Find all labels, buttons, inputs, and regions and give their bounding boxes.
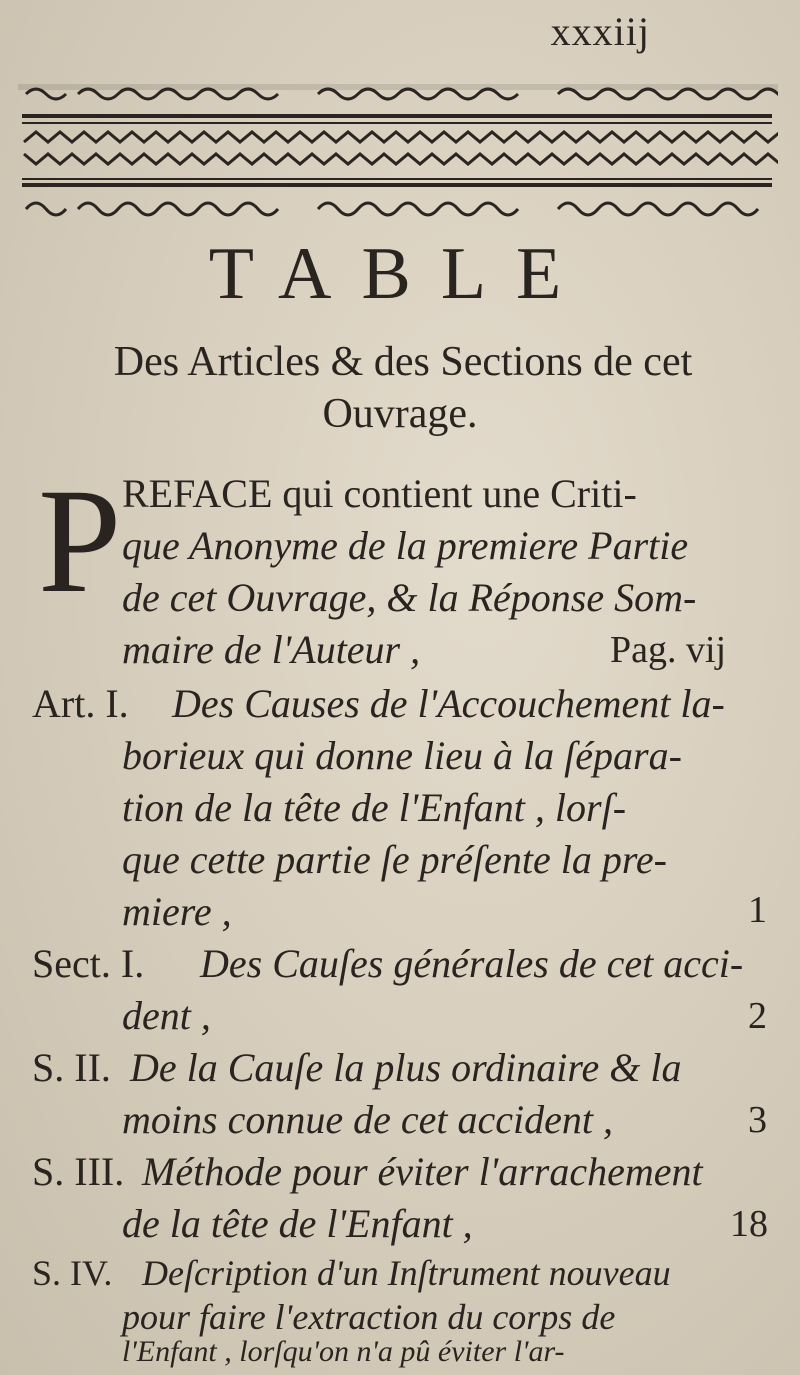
toc-entry-line: maire de l'Auteur , [122,627,421,672]
toc-entry-line: tion de la tête de l'Enfant , lorſ- [122,785,627,830]
toc-entry-line: pour faire l'extraction du corps de [122,1297,616,1337]
toc-page-number: Pag. vij [610,629,727,671]
subtitle-line-2: Ouvrage. [322,391,478,437]
toc-page-number: 3 [748,1099,767,1141]
toc-entry-line: de cet Ouvrage, & la Réponse Som- [122,575,697,620]
toc-entry-line: Deſcription d'un Inſtrument nouveau [142,1253,671,1293]
toc-entry-label: S. II. [32,1045,111,1090]
drop-cap-letter: P [38,458,122,624]
toc-entry-line: que Anonyme de la premiere Partie [122,523,689,568]
toc-entry-line: REFACE qui contient une Criti- [122,471,637,516]
toc-entry-label: Sect. I. [32,941,145,986]
toc-entry-label: S. IV. [32,1253,113,1293]
toc-entry-line: Des Cauſes générales de cet acci- [200,941,744,986]
toc-entry-line: moins connue de cet accident , [122,1097,613,1142]
toc-page-number: 2 [748,995,767,1037]
toc-entry-line: de la tête de l'Enfant , [122,1201,473,1246]
ornament-row-top [26,89,778,99]
typographic-ornament-band [18,84,778,234]
toc-page-number: 18 [730,1203,768,1245]
toc-entry-line: que cette partie ſe préſente la pre- [122,837,667,882]
toc-entry-line: dent , [122,993,211,1038]
toc-entry-line: De la Cauſe la plus ordinaire & la [130,1045,682,1090]
toc-entry-line: borieux qui donne lieu à la ſépara- [122,733,682,778]
toc-entry-line: l'Enfant , lorſqu'on n'a pû éviter l'ar- [122,1335,565,1368]
page-title: TABLE [208,233,592,315]
toc-entry-label: S. III. [32,1149,125,1194]
toc-entry-line: Des Causes de l'Accouchement la- [172,681,725,726]
toc-entry-line: Méthode pour éviter l'arrachement [142,1149,703,1194]
toc-page-number: 1 [748,889,767,931]
subtitle-line-1: Des Articles & des Sections de cet [113,339,693,385]
page-folio: xxxiij [550,9,650,54]
toc-entry-label: Art. I. [32,681,129,726]
toc-entry-line: miere , [122,889,232,934]
